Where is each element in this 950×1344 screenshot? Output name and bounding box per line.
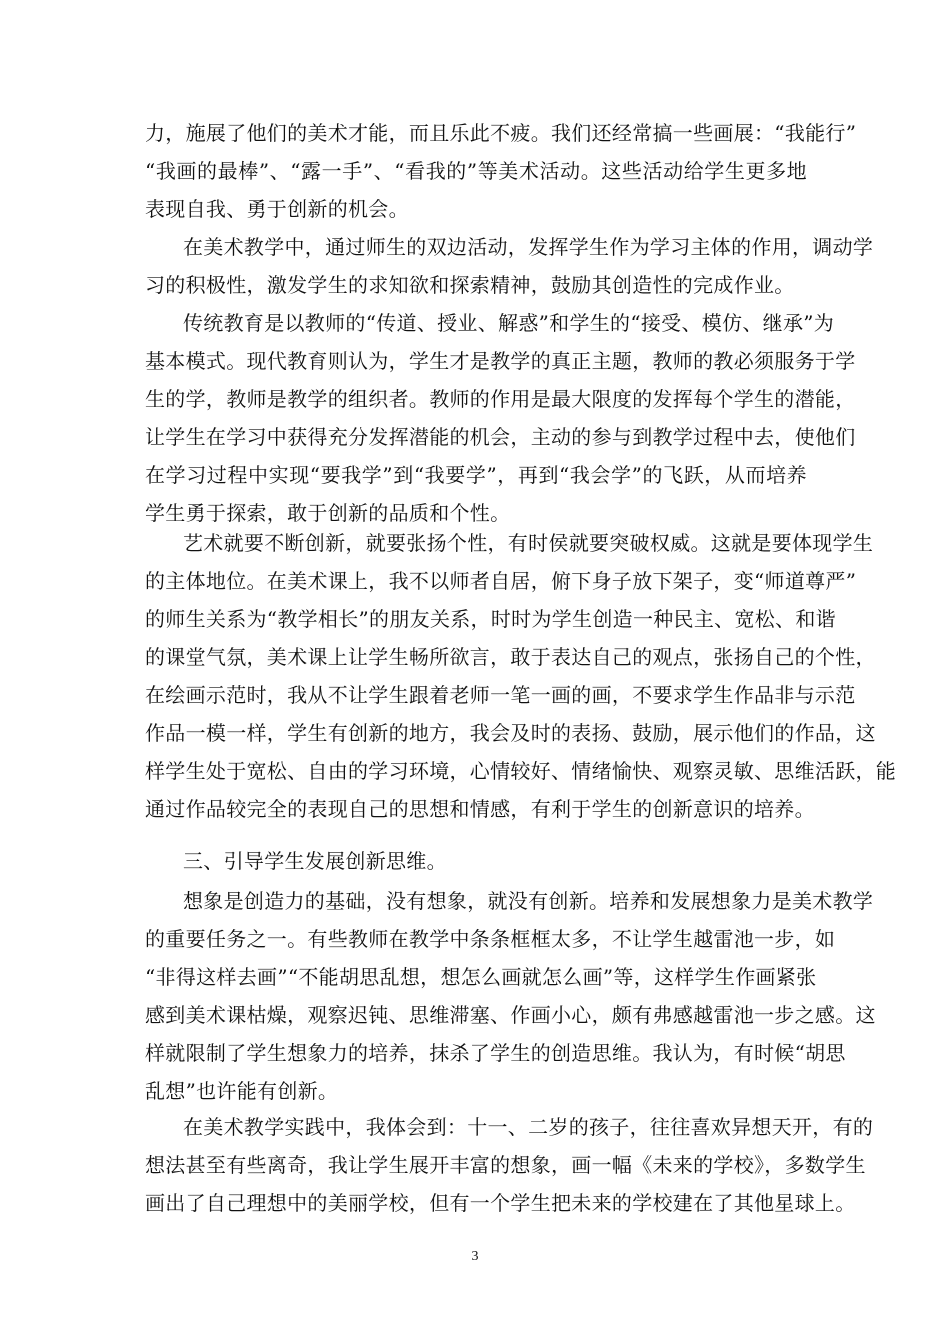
text-line: 表现自我、勇于创新的机会。 <box>145 197 409 221</box>
text-line: 样就限制了学生想象力的培养，抹杀了学生的创造思维。我认为，有时候“胡思 <box>145 1041 846 1065</box>
text-line: “非得这样去画”“不能胡思乱想，想怎么画就怎么画”等，这样学生作画紧张 <box>145 965 817 989</box>
text-line: 力，施展了他们的美术才能，而且乐此不疲。我们还经常搞一些画展：“我能行” <box>145 121 857 145</box>
paragraph-traditional-education <box>145 304 856 532</box>
text-line: 在美术教学实践中，我体会到：十一、二岁的孩子，往往喜欢异想天开，有的 <box>183 1115 874 1139</box>
text-line: 艺术就要不断创新，就要张扬个性，有时侯就要突破权威。这就是要体现学生 <box>183 531 874 555</box>
text-line: 让学生在学习中获得充分发挥潜能的机会，主动的参与到教学过程中去，使他们 <box>145 425 856 449</box>
text-line: 传统教育是以教师的“传道、授业、解惑”和学生的“接受、模仿、继承”为 <box>183 311 835 335</box>
paragraph-art-innovation <box>145 524 897 828</box>
text-line: 在学习过程中实现“要我学”到“我要学”，再到“我会学”的飞跃，从而培养 <box>145 463 807 487</box>
paragraph-imagination <box>145 882 876 1110</box>
text-line: 作品一模一样，学生有创新的地方，我会及时的表扬、鼓励，展示他们的作品，这 <box>145 721 876 745</box>
text-line: 样学生处于宽松、自由的学习环境，心情较好、情绪愉快、观察灵敏、思维活跃，能 <box>145 759 897 783</box>
text-line: 通过作品较完全的表现自己的思想和情感，有利于学生的创新意识的培养。 <box>145 797 815 821</box>
page-number: 3 <box>471 1249 479 1264</box>
section-heading <box>145 842 807 880</box>
text-line: 的重要任务之一。有些教师在教学中条条框框太多，不让学生越雷池一步，如 <box>145 927 836 951</box>
text-line: 想象是创造力的基础，没有想象，就没有创新。培养和发展想象力是美术教学 <box>183 889 874 913</box>
paragraph-art-exhibitions <box>145 114 857 228</box>
text-line: 在美术教学中，通过师生的双边活动，发挥学生作为学习主体的作用，调动学 <box>183 235 874 259</box>
text-line: 在绘画示范时，我从不让学生跟着老师一笔一画的画，不要求学生作品非与示范 <box>145 683 856 707</box>
text-line: 基本模式。现代教育则认为，学生才是教学的真正主题，教师的教必须服务于学 <box>145 349 856 373</box>
text-line: 想法甚至有些离奇，我让学生展开丰富的想象，画一幅《未来的学校》，多数学生 <box>145 1153 866 1177</box>
text-line: 生的学，教师是教学的组织者。教师的作用是最大限度的发挥每个学生的潜能， <box>145 387 856 411</box>
paragraph-two-way-activities <box>145 228 874 304</box>
paragraph-teaching-practice <box>145 1108 874 1222</box>
text-line: “我画的最棒”、“露一手”、“看我的”等美术活动。这些活动给学生更多地 <box>145 159 807 183</box>
heading-text: 三、引导学生发展创新思维。 <box>183 849 447 873</box>
text-line: 习的积极性，激发学生的求知欲和探索精神，鼓励其创造性的完成作业。 <box>145 273 795 297</box>
text-line: 画出了自己理想中的美丽学校，但有一个学生把未来的学校建在了其他星球上。 <box>145 1191 856 1215</box>
text-line: 的课堂气氛，美术课上让学生畅所欲言，敢于表达自己的观点，张扬自己的个性， <box>145 645 876 669</box>
text-line: 感到美术课枯燥，观察迟钝、思维滞塞、作画小心，颇有弗感越雷池一步之感。这 <box>145 1003 876 1027</box>
text-line: 的师生关系为“教学相长”的朋友关系，时时为学生创造一种民主、宽松、和谐 <box>145 607 836 631</box>
text-line: 的主体地位。在美术课上，我不以师者自居，俯下身子放下架子，变“师道尊严” <box>145 569 857 593</box>
text-line: 乱想”也许能有创新。 <box>145 1079 339 1103</box>
text-line: 学生勇于探索，敢于创新的品质和个性。 <box>145 501 511 525</box>
